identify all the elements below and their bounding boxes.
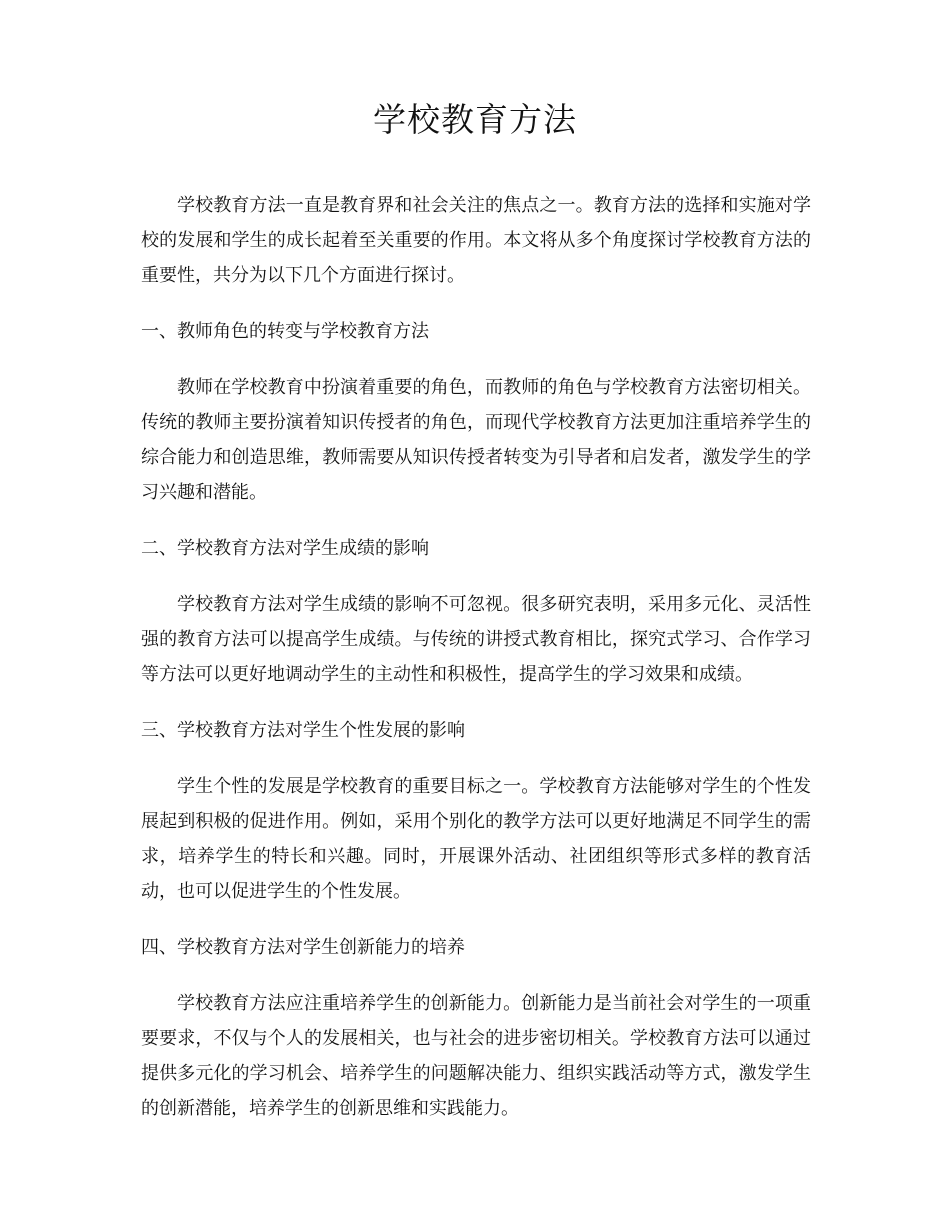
section-paragraph: 教师在学校教育中扮演着重要的角色，而教师的角色与学校教育方法密切相关。传统的教师主要扮演着知识传授者的角色，而现代学校教育方法更加注重培养学生的综合能力和创造思维，教师需要从知识传授者转变为引导者和启发者，激发学生的学习兴趣和潜能。	[141, 377, 811, 503]
document-title: 学校教育方法	[373, 100, 577, 139]
section-heading: 三、学校教育方法对学生个性发展的影响	[141, 720, 465, 741]
section-1	[141, 314, 811, 510]
document-body	[141, 188, 811, 1126]
section-4	[141, 930, 811, 1126]
section-paragraph: 学校教育方法对学生成绩的影响不可忽视。很多研究表明，采用多元化、灵活性强的教育方法可以提高学生成绩。与传统的讲授式教育相比，探究式学习、合作学习等方法可以更好地调动学生的主动性和积极性，提高学生的学习效果和成绩。	[141, 594, 811, 685]
section-2	[141, 531, 811, 692]
section-3	[141, 713, 811, 909]
section-heading: 二、学校教育方法对学生成绩的影响	[141, 538, 429, 559]
section-heading: 四、学校教育方法对学生创新能力的培养	[141, 937, 465, 958]
intro-paragraph: 学校教育方法一直是教育界和社会关注的焦点之一。教育方法的选择和实施对学校的发展和学生的成长起着至关重要的作用。本文将从多个角度探讨学校教育方法的重要性，共分为以下几个方面进行探讨。	[141, 195, 811, 286]
section-paragraph: 学校教育方法应注重培养学生的创新能力。创新能力是当前社会对学生的一项重要要求，不仅与个人的发展相关，也与社会的进步密切相关。学校教育方法可以通过提供多元化的学习机会、培养学生的问题解决能力、组织实践活动等方式，激发学生的创新潜能，培养学生的创新思维和实践能力。	[141, 993, 811, 1119]
section-heading: 一、教师角色的转变与学校教育方法	[141, 321, 429, 342]
section-paragraph: 学生个性的发展是学校教育的重要目标之一。学校教育方法能够对学生的个性发展起到积极的促进作用。例如，采用个别化的教学方法可以更好地满足不同学生的需求，培养学生的特长和兴趣。同时，开展课外活动、社团组织等形式多样的教育活动，也可以促进学生的个性发展。	[141, 776, 811, 902]
